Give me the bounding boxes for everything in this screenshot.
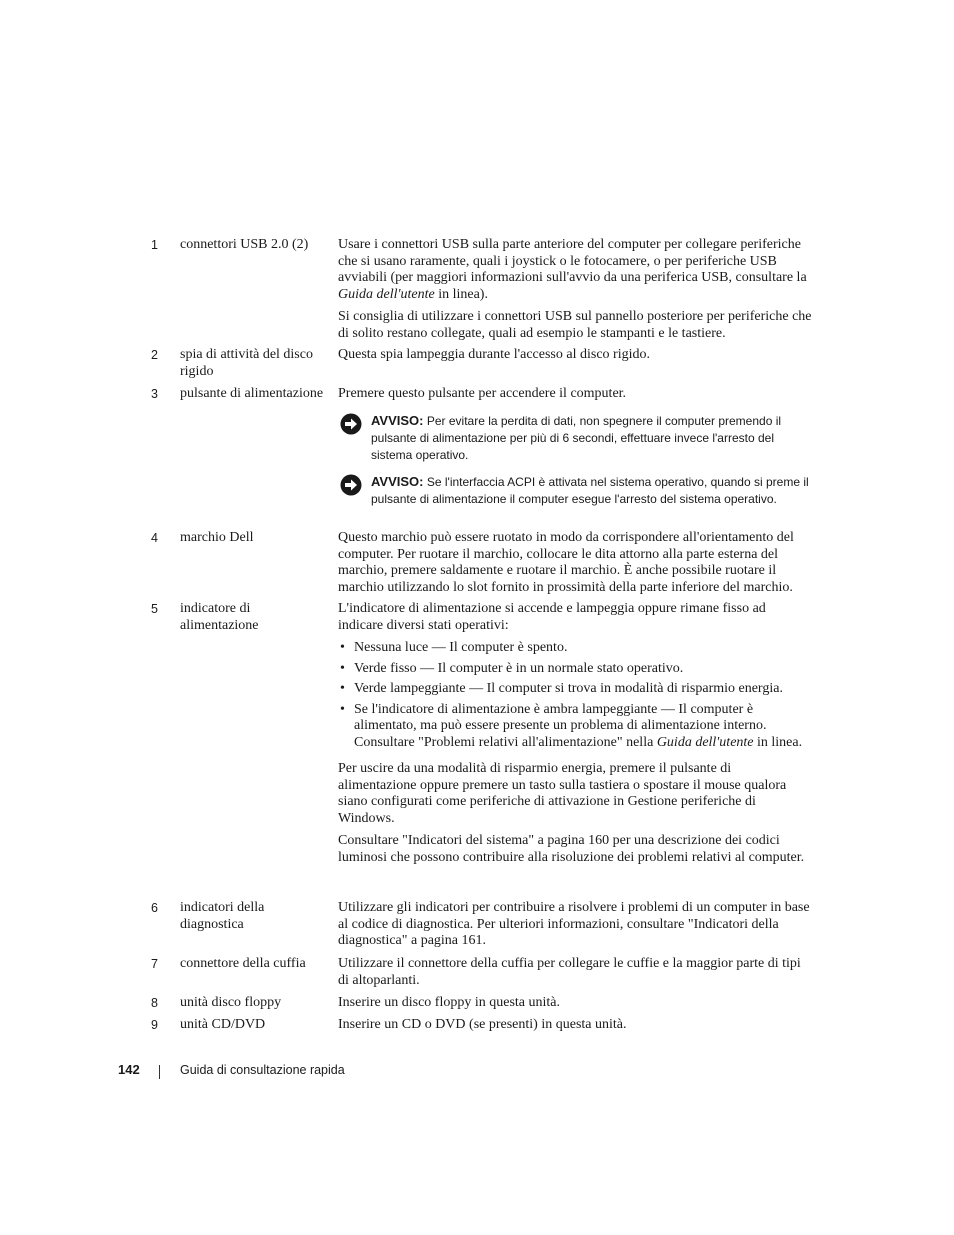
description-paragraph: Consultare "Indicatori del sistema" a pagina 160 per una descrizione dei codici luminosi che possono contribuire alla risoluzione dei problemi relativi al computer. xyxy=(338,833,805,865)
item-description xyxy=(338,601,812,872)
item-number: 7 xyxy=(151,957,158,971)
notice-arrow-icon xyxy=(340,474,362,496)
notice-block xyxy=(338,473,812,508)
item-label: unità disco floppy xyxy=(180,995,282,1010)
item-label: spia di attività del disco rigido xyxy=(180,347,313,379)
item-label: unità CD/DVD xyxy=(180,1017,266,1032)
bullet-glyph: • xyxy=(340,660,345,676)
item-description xyxy=(338,900,812,956)
item-number: 6 xyxy=(151,901,158,915)
item-label: connettori USB 2.0 (2) xyxy=(180,237,309,252)
footer-title: Guida di consultazione rapida xyxy=(180,1063,345,1077)
bullet-glyph: • xyxy=(340,640,345,655)
list-item: • Verde lampeggiante — Il computer si trova in modalità di risparmio energia. xyxy=(340,681,783,696)
item-description xyxy=(338,995,812,1018)
bullet-glyph: • xyxy=(340,701,345,717)
item-description xyxy=(338,956,812,995)
item-number: 2 xyxy=(151,348,158,362)
notice-text: Se l'interfaccia ACPI è attivata nel sistema operativo, quando si preme il pulsante di alimentazione il computer esegue l'arresto del sistema operativo. xyxy=(371,474,809,506)
item-number: 4 xyxy=(151,531,158,545)
description-paragraph: Utilizzare il connettore della cuffia per collegare le cuffie e la maggior parte di tipi di altoparlanti. xyxy=(338,956,801,988)
notice-label: AVVISO: xyxy=(371,473,424,489)
description-paragraph: Si consiglia di utilizzare i connettori USB sul pannello posteriore per periferiche che di solito restano collegate, quali ad esempio le stampanti e le tastiere. xyxy=(338,309,812,341)
item-label: indicatore di alimentazione xyxy=(180,601,259,633)
item-label: marchio Dell xyxy=(180,530,254,545)
item-label: connettore della cuffia xyxy=(180,956,306,971)
item-label: pulsante di alimentazione xyxy=(180,386,324,401)
item-number: 5 xyxy=(151,602,158,616)
description-paragraph: Usare i connettori USB sulla parte anteriore del computer per collegare periferiche che si usano raramente, quali i joystick o le fotocamere, o per periferiche USB avviabili (per maggiori informazioni sull'avvio da una periferica USB, consultare la Guida dell'utente in linea). xyxy=(338,237,807,302)
page-footer xyxy=(0,1062,954,1082)
description-paragraph: Inserire un CD o DVD (se presenti) in questa unità. xyxy=(338,1017,627,1032)
description-paragraph: Utilizzare gli indicatori per contribuire a risolvere i problemi di un computer in base al codice di diagnostica. Per ulteriori informazioni, consultare "Indicatori della diagnostica" a pagina 161. xyxy=(338,900,810,948)
list-item: • Se l'indicatore di alimentazione è ambra lampeggiante — Il computer è alimentato, ma può essere presente un problema di alimentazione interno. Consultare "Problemi relativi all'alimentazione" nella Guida dell'utente in linea. xyxy=(340,701,803,750)
notice-arrow-icon xyxy=(340,413,362,435)
item-number: 3 xyxy=(151,387,158,401)
item-number: 9 xyxy=(151,1018,158,1032)
description-paragraph: L'indicatore di alimentazione si accende e lampeggia oppure rimane fisso ad indicare diversi stati operativi: xyxy=(338,601,766,633)
description-paragraph: Questa spia lampeggia durante l'accesso al disco rigido. xyxy=(338,347,650,362)
bullet-glyph: • xyxy=(340,681,345,696)
notice-block xyxy=(338,412,812,464)
description-paragraph: Premere questo pulsante per accendere il computer. xyxy=(338,386,627,401)
status-list xyxy=(338,640,812,751)
notice-text: Per evitare la perdita di dati, non spegnere il computer premendo il pulsante di alimentazione per più di 6 secondi, effettuare invece l'arresto del sistema operativo. xyxy=(371,413,782,462)
page-number: 142 xyxy=(118,1062,140,1077)
item-description xyxy=(338,386,812,516)
item-description xyxy=(338,1017,812,1040)
item-description xyxy=(338,237,812,348)
footer-divider xyxy=(159,1065,160,1079)
item-description xyxy=(338,347,812,370)
description-paragraph: Per uscire da una modalità di risparmio energia, premere il pulsante di alimentazione oppure premere un tasto sulla tastiera o spostare il mouse qualora siano configurati come periferiche di attivazione in Gestione periferiche di Windows. xyxy=(338,761,787,826)
list-item: • Verde fisso — Il computer è in un normale stato operativo. xyxy=(340,660,684,676)
notice-label: AVVISO: xyxy=(371,412,424,428)
list-item: • Nessuna luce — Il computer è spento. xyxy=(340,640,568,655)
item-label: indicatori della diagnostica xyxy=(180,900,265,932)
description-paragraph: Inserire un disco floppy in questa unità. xyxy=(338,995,561,1010)
item-number: 8 xyxy=(151,996,158,1010)
description-paragraph: Questo marchio può essere ruotato in modo da corrispondere all'orientamento del computer. Per ruotare il marchio, collocare le dita attorno alla parte esterna del marchio, premere saldamente e ruotare il marchio. È anche possibile ruotare il marchio utilizzando lo slot fornito in prossimità della parte inferiore del marchio. xyxy=(338,530,794,595)
item-description xyxy=(338,530,812,602)
item-number: 1 xyxy=(151,238,158,252)
